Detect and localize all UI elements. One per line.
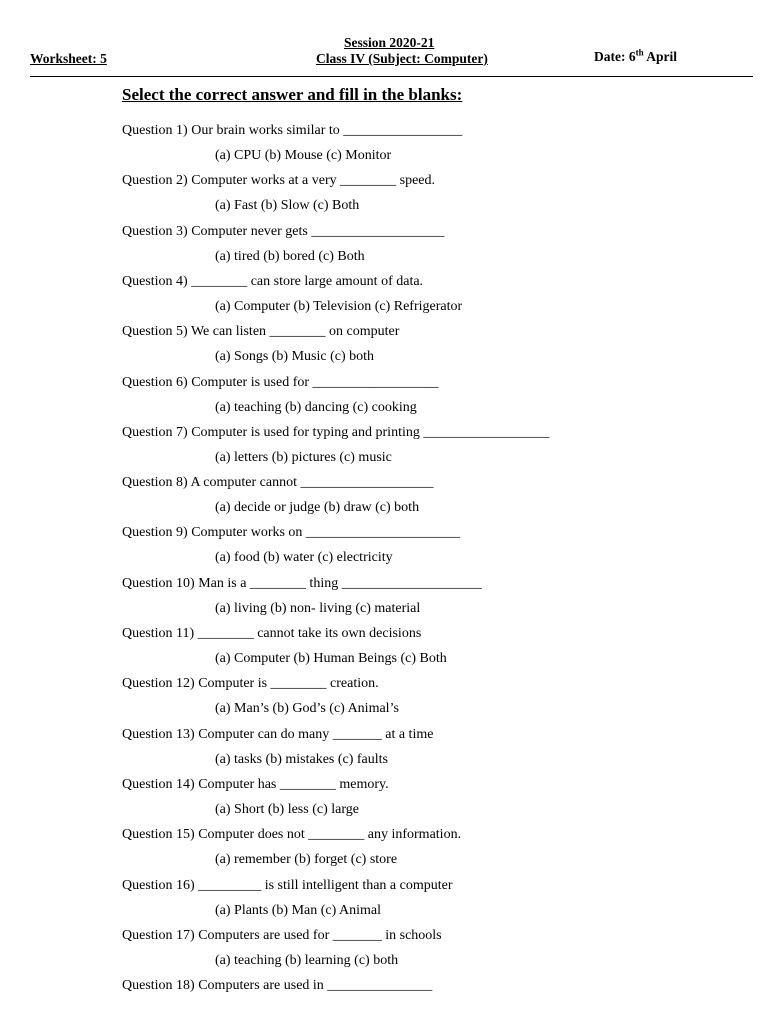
question-7: Question 7) Computer is used for typing and printing __________________ (122, 424, 550, 440)
question-16: Question 16) _________ is still intelligent than a computer (122, 877, 453, 893)
question-13: Question 13) Computer can do many _______ at a time (122, 726, 434, 742)
session-label: Session 2020-21 (344, 35, 435, 50)
question-10-options: (a) living (b) non- living (c) material (215, 600, 421, 616)
question-5: Question 5) We can listen ________ on computer (122, 324, 400, 340)
question-13-options: (a) tasks (b) mistakes (c) faults (215, 751, 388, 767)
question-2: Question 2) Computer works at a very ________ speed. (122, 173, 435, 189)
question-12-options: (a) Man’s (b) God’s (c) Animal’s (215, 701, 399, 717)
question-5-options: (a) Songs (b) Music (c) both (215, 349, 375, 365)
question-3: Question 3) Computer never gets ___________________ (122, 223, 445, 239)
question-4-options: (a) Computer (b) Television (c) Refrigerator (215, 298, 463, 314)
date-prefix: Date: 6 (594, 49, 636, 64)
date-suffix: April (643, 49, 678, 64)
question-17-options: (a) teaching (b) learning (c) both (215, 952, 399, 968)
question-6: Question 6) Computer is used for __________________ (122, 374, 439, 390)
question-15: Question 15) Computer does not ________ any information. (122, 827, 462, 843)
worksheet-number: Worksheet: 5 (30, 51, 107, 66)
question-7-options: (a) letters (b) pictures (c) music (215, 449, 392, 465)
question-8-options: (a) decide or judge (b) draw (c) both (215, 500, 420, 516)
question-4: Question 4) ________ can store large amount of data. (122, 273, 424, 289)
question-15-options: (a) remember (b) forget (c) store (215, 852, 398, 868)
question-8: Question 8) A computer cannot ___________________ (122, 475, 434, 491)
question-17: Question 17) Computers are used for _______ in schools (122, 927, 442, 943)
class-subject: Class IV (Subject: Computer) (316, 51, 488, 66)
question-1-options: (a) CPU (b) Mouse (c) Monitor (215, 148, 392, 163)
question-1: Question 1) Our brain works similar to _________________ (122, 123, 463, 138)
question-14-options: (a) Short (b) less (c) large (215, 801, 359, 817)
question-3-options: (a) tired (b) bored (c) Both (215, 248, 365, 264)
question-16-options: (a) Plants (b) Man (c) Animal (215, 902, 382, 918)
question-9: Question 9) Computer works on ______________________ (122, 525, 460, 541)
question-11: Question 11) ________ cannot take its own decisions (122, 626, 422, 641)
date-superscript: th (635, 47, 644, 58)
instruction-heading: Select the correct answer and fill in the blanks: (122, 85, 463, 104)
question-12: Question 12) Computer is ________ creation. (122, 676, 379, 692)
question-18: Question 18) Computers are used in _______________ (122, 978, 433, 994)
question-11-options: (a) Computer (b) Human Beings (c) Both (215, 651, 447, 666)
question-2-options: (a) Fast (b) Slow (c) Both (215, 198, 360, 214)
question-10: Question 10) Man is a ________ thing ____________________ (122, 575, 482, 591)
question-6-options: (a) teaching (b) dancing (c) cooking (215, 399, 417, 415)
question-14: Question 14) Computer has ________ memory. (122, 776, 389, 792)
question-9-options: (a) food (b) water (c) electricity (215, 550, 393, 566)
